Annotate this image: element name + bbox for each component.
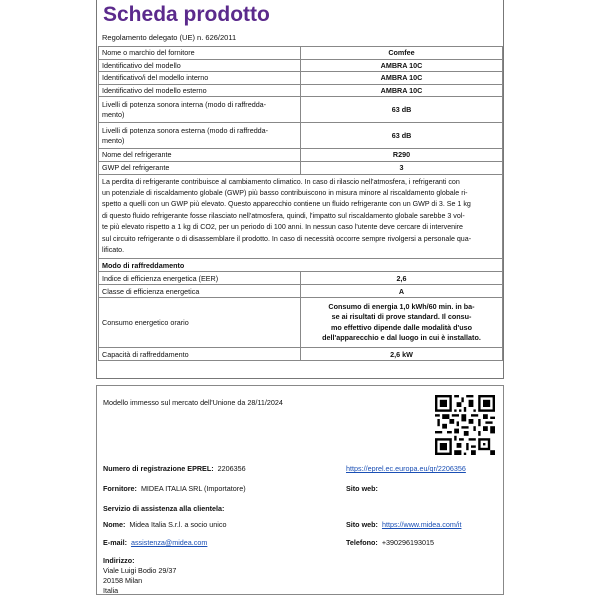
service-name-row: Nome: Midea Italia S.r.l. a socio unico [103, 520, 227, 529]
sound-indoor-label: Livelli di potenza sonora interna (modo di raffredda- mento) [99, 97, 301, 123]
email-link[interactable]: assistenza@midea.com [130, 538, 208, 547]
market-date: Modello immesso sul mercato dell'Unione da 28/11/2024 [103, 398, 283, 407]
supplier-label: Nome o marchio del fornitore [99, 47, 301, 60]
energy-class-label: Classe di efficienza energetica [99, 285, 301, 298]
table-row [99, 59, 503, 72]
sound-indoor-value: 63 dB [301, 97, 503, 123]
page-title: Scheda prodotto [103, 3, 270, 26]
outdoor-id-value: AMBRA 10C [301, 84, 503, 97]
table-row [99, 97, 503, 123]
sound-outdoor-label: Livelli di potenza sonora esterna (modo di raffredda- mento) [99, 123, 301, 149]
table-row [99, 72, 503, 85]
eer-label: Indice di efficienza energetica (EER) [99, 272, 301, 285]
table-row [99, 161, 503, 174]
gwp-value: 3 [301, 161, 503, 174]
address-line: Viale Luigi Bodio 29/37 [103, 566, 177, 575]
table-row [99, 174, 503, 259]
table-row [99, 298, 503, 348]
address-line: 20158 Milan [103, 576, 143, 585]
model-id-value: AMBRA 10C [301, 59, 503, 72]
service-website-link[interactable]: https://www.midea.com/it [381, 520, 462, 529]
indoor-id-value: AMBRA 10C [301, 72, 503, 85]
supplier-row: Fornitore: MIDEA ITALIA SRL (Importatore) [103, 484, 246, 493]
email-row: E-mail: assistenza@midea.com [103, 538, 208, 547]
table-row [99, 259, 503, 272]
spec-table [98, 46, 503, 361]
supplier-value: Comfee [301, 47, 503, 60]
cooling-mode-heading: Modo di raffreddamento [99, 259, 503, 272]
table-row [99, 285, 503, 298]
table-row [99, 272, 503, 285]
address-line: Italia [103, 586, 119, 595]
table-row [99, 47, 503, 60]
table-row [99, 123, 503, 149]
capacity-value: 2,6 kW [301, 348, 503, 361]
refrigerant-value: R290 [301, 149, 503, 162]
table-row [99, 84, 503, 97]
gwp-label: GWP del refrigerante [99, 161, 301, 174]
outdoor-id-label: Identificativo del modello esterno [99, 84, 301, 97]
model-id-label: Identificativo del modello [99, 59, 301, 72]
eprel-number: Numero di registrazione EPREL: 2206356 [103, 464, 246, 473]
table-row [99, 348, 503, 361]
service-heading: Servizio di assistenza alla clientela: [103, 504, 225, 513]
qr-code-icon[interactable] [435, 395, 495, 455]
regulation-subtitle: Regolamento delegato (UE) n. 626/2011 [102, 33, 237, 42]
service-website-row: Sito web: https://www.midea.com/it [346, 520, 462, 529]
eprel-info-card [96, 385, 504, 595]
indoor-id-label: Identificativo/i del modello interno [99, 72, 301, 85]
capacity-label: Capacità di raffreddamento [99, 348, 301, 361]
sound-outdoor-value: 63 dB [301, 123, 503, 149]
refrigerant-warning-paragraph: La perdita di refrigerante contribuisce al cambiamento climatico. In caso di rilascio nell'atmosfera, i refrigeranti con un potenziale di riscaldamento globale (GWP) più basso contribuiscono in misura minore al riscaldamento globale ri- spetto a quelli con un GWP più elevato. Questo apparecchio contiene un fluido refrigerante con un GWP di 3. Se 1 kg di questo fluido refrigerante fosse rilasciato nell'atmosfera, quindi, l'impatto sul riscaldamento globale sarebbe 3 vol- te più elevato rispetto a 1 kg di CO2, per un periodo di 100 anni. In nessun caso l'utente deve cercare di intervenire sul circuito refrigerante o di disassemblare il prodotto. In caso di necessità occorre sempre rivolgersi a personale qua- lificato. [99, 174, 503, 259]
eprel-link[interactable]: https://eprel.ec.europa.eu/qr/2206356 [346, 464, 466, 473]
energy-class-value: A [301, 285, 503, 298]
eer-value: 2,6 [301, 272, 503, 285]
consumption-label: Consumo energetico orario [99, 298, 301, 348]
address-label: Indirizzo: [103, 556, 135, 565]
website-label: Sito web: [346, 484, 378, 493]
consumption-value: Consumo di energia 1,0 kWh/60 min. in ba- se ai risultati di prove standard. Il consu- mo effettivo dipende dalle modalità d'uso dell'apparecchio e dal luogo in cui è installato. [301, 298, 503, 348]
refrigerant-label: Nome del refrigerante [99, 149, 301, 162]
table-row [99, 149, 503, 162]
phone-row: Telefono: +390296193015 [346, 538, 434, 547]
